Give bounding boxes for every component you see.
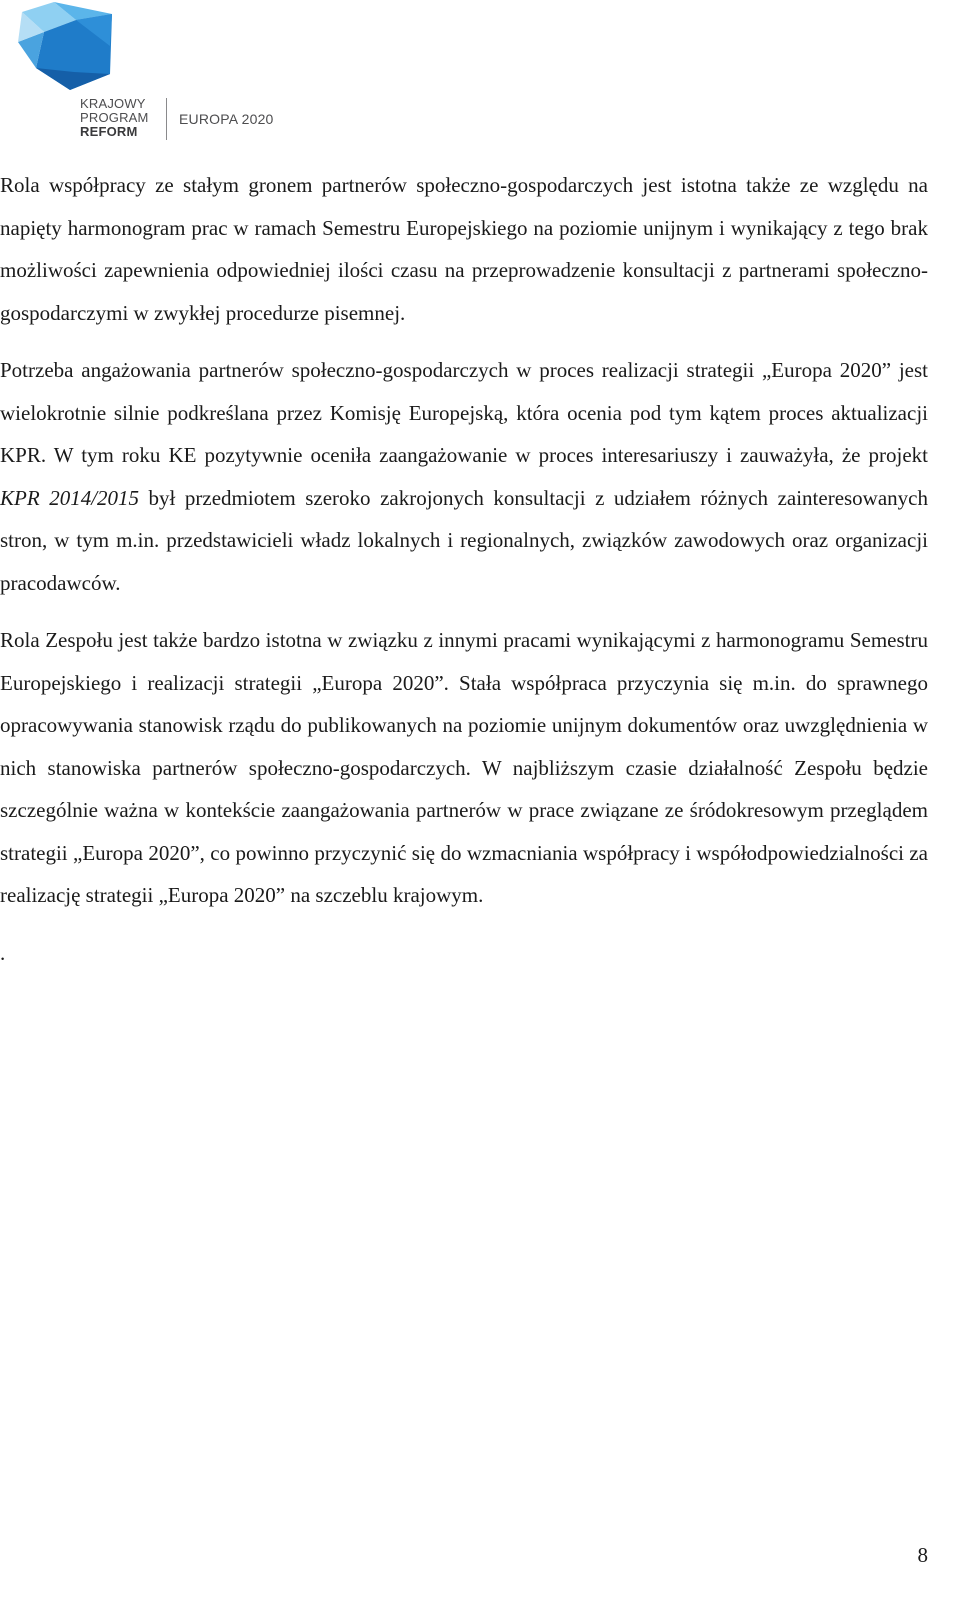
logo-wordmark: [80, 97, 149, 139]
trailing-dot: .: [0, 940, 6, 965]
paragraph-3: Rola Zespołu jest także bardzo istotna w związku z innymi pracami wynikającymi z harmonogramu Semestru Europejskiego i realizacji strategii „Europa 2020”. Stała współpraca przyczynia się m.in. do sprawnego opracowywania stanowisk rządu do publikowanych na poziomie unijnym dokumentów oraz uwzględnienia w nich stanowiska partnerów społeczno-gospodarczych. W najbliższym czasie działalność Zespołu będzie szczególnie ważna w kontekście zaangażowania partnerów w prace związane ze śródokresowym przeglądem strategii „Europa 2020”, co powinno przyczynić się do wzmacniania współpracy i współodpowiedzialności za realizację strategii „Europa 2020” na szczeblu krajowym.: [0, 628, 928, 907]
logo-line-3: REFORM: [80, 124, 138, 139]
paragraph-2: [0, 349, 928, 604]
logo-line-2: PROGRAM: [80, 110, 149, 125]
logo-europa-2020: EUROPA 2020: [179, 111, 274, 127]
logo-emblem-icon: [14, 2, 124, 94]
logo-divider: [166, 98, 167, 140]
page-number: 8: [917, 1543, 928, 1567]
logo-line-1: KRAJOWY: [80, 96, 146, 111]
krajowy-program-reform-logo: [14, 2, 274, 142]
paragraph-2-italic: KPR 2014/2015: [0, 485, 140, 510]
paragraph-1: Rola współpracy ze stałym gronem partnerów społeczno-gospodarczych jest istotna także ze względu na napięty harmonogram prac w ramach Semestru Europejskiego na poziomie unijnym i wynikający z tego brak możliwości zapewnienia odpowiedniej ilości czasu na przeprowadzenie konsultacji z partnerami społeczno-gospodarczymi w zwykłej procedurze pisemnej.: [0, 173, 928, 325]
document-body: [0, 164, 928, 974]
paragraph-2-text-b: był przedmiotem szeroko zakrojonych konsultacji z udziałem różnych zainteresowanych stron, w tym m.in. przedstawicieli władz lokalnych i regionalnych, związków zawodowych oraz organizacji pracodawców.: [0, 485, 928, 595]
paragraph-2-text-a: Potrzeba angażowania partnerów społeczno-gospodarczych w proces realizacji strategii „Europa 2020” jest wielokrotnie silnie podkreślana przez Komisję Europejską, która ocenia pod tym kątem proces aktualizacji KPR. W tym roku KE pozytywnie oceniła zaangażowanie w proces interesariuszy i zauważyła, że projekt: [0, 358, 928, 467]
